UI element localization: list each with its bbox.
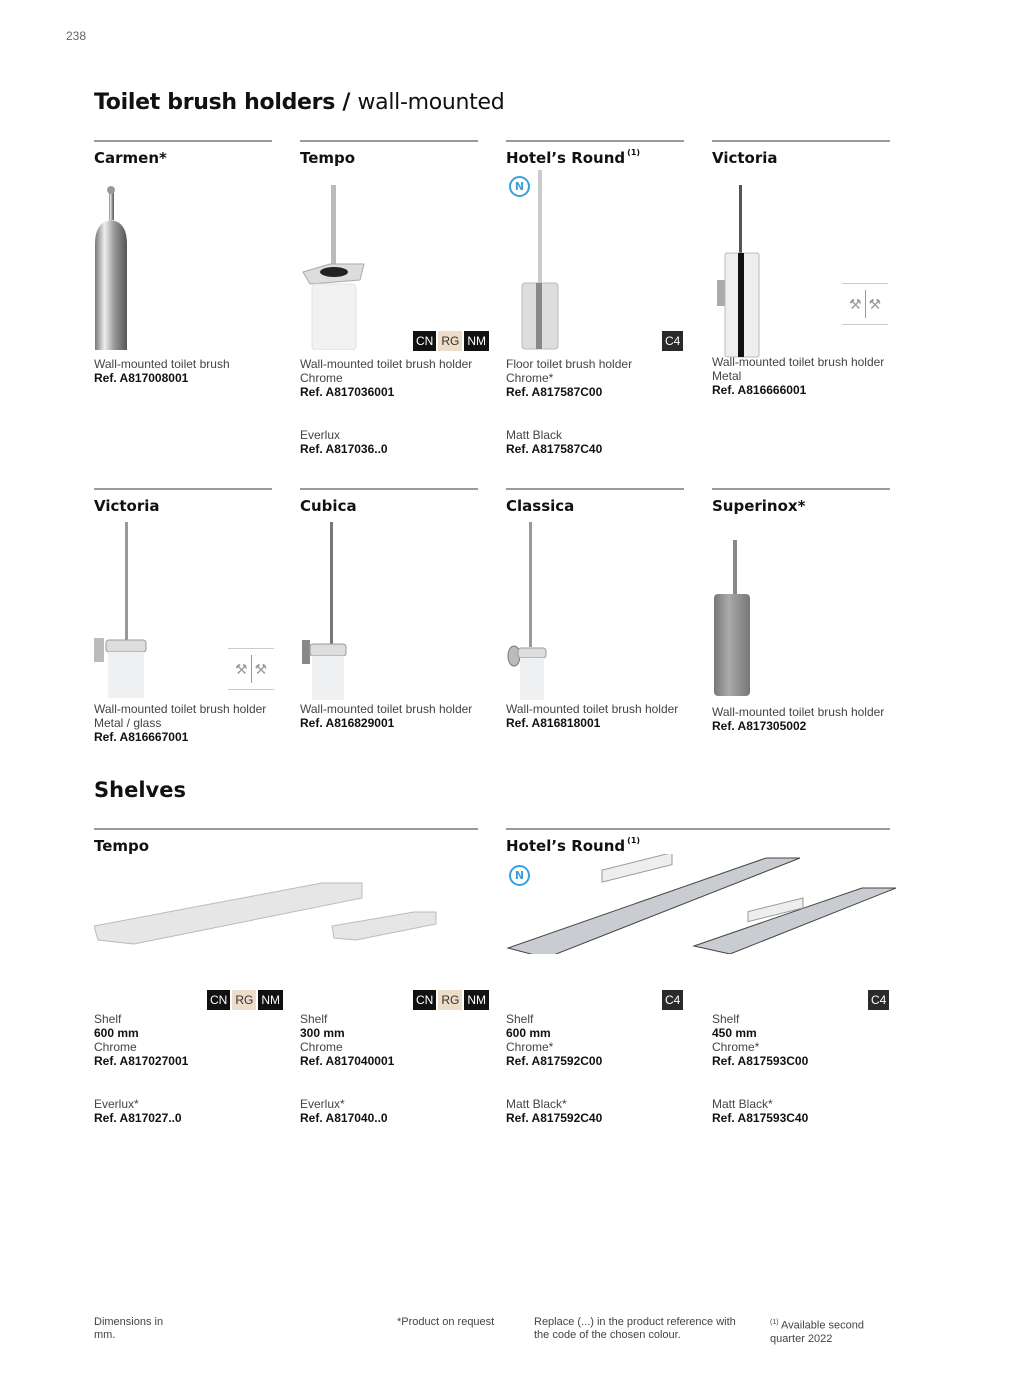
divider — [506, 140, 684, 142]
section-title-shelves: Shelves — [94, 778, 186, 802]
finish-code-rg: RG — [438, 990, 462, 1010]
variant-finish: Everlux* — [94, 1097, 139, 1111]
finish-code-c4: C4 — [662, 331, 683, 351]
product-details — [94, 357, 230, 385]
product-description: Floor toilet brush holder — [506, 357, 633, 371]
product-image-tempo — [300, 180, 370, 350]
product-description: Wall-mounted toilet brush holder — [300, 702, 473, 716]
variant-finish: Matt Black* — [506, 1097, 567, 1111]
product-ref: Ref. A817593C40 — [712, 1111, 809, 1125]
product-size: 300 mm — [300, 1026, 345, 1040]
product-card — [506, 140, 684, 456]
finish-code-nm: NM — [464, 990, 489, 1010]
product-card — [94, 140, 272, 385]
variant-finish: Chrome — [94, 1040, 137, 1054]
product-description: Wall-mounted toilet brush holder — [712, 705, 885, 719]
variant-finish: Chrome — [300, 1040, 343, 1054]
product-ref: Ref. A817040..0 — [300, 1111, 388, 1125]
product-ref: Ref. A817040001 — [300, 1054, 395, 1068]
product-details — [712, 705, 884, 733]
product-details — [712, 1012, 808, 1068]
product-image-tempo-shelves — [94, 878, 478, 958]
product-size: 600 mm — [94, 1026, 139, 1040]
divider — [712, 140, 890, 142]
product-type: Shelf — [300, 1012, 328, 1026]
product-ref: Ref. A817008001 — [94, 371, 189, 385]
product-ref: Ref. A817027001 — [94, 1054, 189, 1068]
divider — [251, 655, 252, 683]
adhesive-icon: ⚒ — [254, 660, 268, 677]
product-ref: Ref. A816666001 — [712, 383, 807, 397]
product-ref: Ref. A817592C00 — [506, 1054, 603, 1068]
footnote-marker: (1) — [770, 1319, 779, 1326]
product-image-classica — [506, 520, 566, 700]
product-name: Victoria — [712, 149, 778, 167]
installation-icon — [228, 648, 274, 690]
divider — [94, 828, 478, 830]
title-bold: Toilet brush holders / — [94, 90, 351, 115]
product-details — [300, 702, 472, 730]
footnote-marker: (1) — [627, 836, 641, 845]
divider — [300, 140, 478, 142]
product-image-victoria-glass — [94, 520, 154, 700]
finish-codes — [868, 990, 889, 1010]
product-details — [300, 357, 472, 399]
product-name: Tempo — [300, 149, 356, 167]
product-type: Shelf — [506, 1012, 534, 1026]
product-name: Cubica — [300, 497, 357, 515]
product-image-victoria — [712, 180, 772, 360]
product-variant — [506, 428, 602, 456]
product-ref: Ref. A816829001 — [300, 716, 395, 730]
product-size: 600 mm — [506, 1026, 551, 1040]
variant-finish: Matt Black* — [712, 1097, 773, 1111]
footer-availability — [770, 1316, 895, 1346]
finish-code-cn: CN — [413, 990, 436, 1010]
product-name — [506, 837, 890, 855]
variant-finish: Chrome* — [506, 1040, 554, 1054]
product-card — [506, 488, 684, 730]
title-light: wall-mounted — [357, 90, 505, 115]
product-variant — [300, 1097, 388, 1125]
installation-icon — [842, 283, 888, 325]
divider — [506, 828, 890, 830]
variant-finish: Metal — [712, 369, 742, 383]
divider — [506, 488, 684, 490]
product-name — [506, 149, 684, 167]
product-name: Tempo — [94, 837, 150, 855]
product-details — [300, 1012, 394, 1068]
divider — [94, 140, 272, 142]
variant-finish: Matt Black — [506, 428, 563, 442]
finish-codes — [662, 331, 683, 351]
footer-replace-note: Replace (...) in the product reference with the code of the chosen colour. — [534, 1316, 736, 1341]
product-ref: Ref. A817305002 — [712, 719, 807, 733]
divider — [300, 488, 478, 490]
finish-code-c4: C4 — [868, 990, 889, 1010]
product-ref: Ref. A817036001 — [300, 385, 395, 399]
product-description: Wall-mounted toilet brush holder — [94, 702, 267, 716]
product-name-text: Hotel’s Round — [506, 837, 626, 855]
variant-finish: Metal / glass — [94, 716, 162, 730]
product-ref: Ref. A817027..0 — [94, 1111, 182, 1125]
drill-icon: ⚒ — [234, 660, 248, 677]
finish-code-cn: CN — [413, 331, 436, 351]
product-details — [712, 355, 884, 397]
product-image-superinox — [712, 528, 772, 708]
product-type: Shelf — [94, 1012, 122, 1026]
finish-code-nm: NM — [258, 990, 283, 1010]
product-card — [712, 140, 890, 397]
divider — [94, 488, 272, 490]
product-ref: Ref. A817593C00 — [712, 1054, 809, 1068]
product-ref: Ref. A817587C40 — [506, 442, 603, 456]
product-ref: Ref. A816818001 — [506, 716, 601, 730]
product-card — [94, 488, 272, 744]
product-details — [94, 702, 266, 744]
divider — [865, 290, 866, 318]
finish-code-cn: CN — [207, 990, 230, 1010]
variant-finish: Chrome — [300, 371, 343, 385]
product-name: Carmen* — [94, 149, 167, 167]
product-image-carmen — [92, 184, 152, 354]
finish-codes — [662, 990, 683, 1010]
product-details — [94, 1012, 188, 1068]
variant-finish: Everlux* — [300, 1097, 345, 1111]
product-name: Victoria — [94, 497, 160, 515]
product-name: Superinox* — [712, 497, 806, 515]
product-card — [712, 488, 890, 733]
product-size: 450 mm — [712, 1026, 757, 1040]
finish-codes — [413, 331, 489, 351]
page-number: 238 — [66, 29, 87, 43]
footnote-marker: (1) — [627, 148, 641, 157]
new-badge-icon: N — [509, 176, 530, 197]
shelf-group — [506, 828, 890, 882]
variant-finish: Chrome* — [712, 1040, 760, 1054]
product-name-text: Hotel’s Round — [506, 149, 626, 167]
finish-code-c4: C4 — [662, 990, 683, 1010]
product-image-hotels-round — [518, 170, 568, 350]
finish-codes — [207, 990, 283, 1010]
product-description: Wall-mounted toilet brush holder — [712, 355, 885, 369]
product-ref: Ref. A817036..0 — [300, 442, 388, 456]
finish-code-rg: RG — [438, 331, 462, 351]
product-description: Wall-mounted toilet brush — [94, 357, 230, 371]
new-badge-icon: N — [509, 865, 530, 886]
drill-icon: ⚒ — [848, 295, 862, 312]
product-variant — [300, 428, 388, 456]
product-details — [506, 357, 632, 399]
page-title — [94, 90, 504, 115]
product-description: Wall-mounted toilet brush holder — [506, 702, 679, 716]
adhesive-icon: ⚒ — [868, 295, 882, 312]
product-variant — [712, 1097, 808, 1125]
variant-finish: Chrome* — [506, 371, 554, 385]
product-ref: Ref. A816667001 — [94, 730, 189, 744]
footer-on-request: *Product on request — [397, 1316, 495, 1328]
product-variant — [506, 1097, 602, 1125]
finish-codes — [413, 990, 489, 1010]
finish-code-nm: NM — [464, 331, 489, 351]
availability-text: Available second quarter 2022 — [770, 1319, 864, 1345]
product-card — [300, 140, 487, 456]
shelf-group — [94, 828, 478, 855]
product-name: Classica — [506, 497, 575, 515]
product-description: Wall-mounted toilet brush holder — [300, 357, 473, 371]
product-ref: Ref. A817592C40 — [506, 1111, 603, 1125]
product-image-hotels-round-shelves — [506, 854, 906, 954]
finish-code-rg: RG — [232, 990, 256, 1010]
divider — [712, 488, 890, 490]
footer-dimensions: Dimensions in mm. — [94, 1316, 164, 1341]
product-type: Shelf — [712, 1012, 740, 1026]
product-details — [506, 1012, 602, 1068]
product-image-cubica — [300, 520, 360, 700]
product-ref: Ref. A817587C00 — [506, 385, 603, 399]
product-card — [300, 488, 478, 730]
product-variant — [94, 1097, 182, 1125]
product-details — [506, 702, 678, 730]
variant-finish: Everlux — [300, 428, 341, 442]
